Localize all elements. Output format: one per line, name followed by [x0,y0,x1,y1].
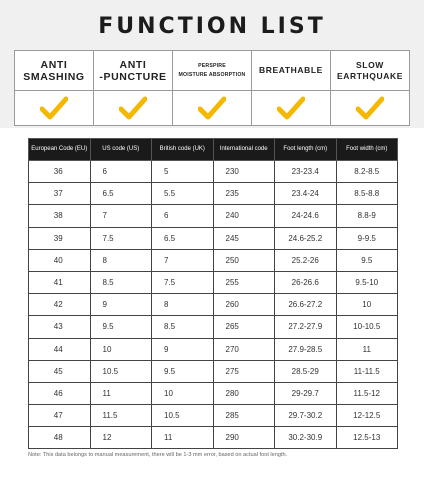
table-cell: 245 [213,227,275,249]
table-cell: 46 [29,382,91,404]
table-cell: 9-9.5 [336,227,398,249]
table-row [29,427,398,449]
feature-check [252,91,330,125]
table-cell: 7 [90,205,152,227]
table-cell: 5.5 [152,183,214,205]
table-cell: 275 [213,360,275,382]
table-cell: 280 [213,382,275,404]
table-cell: 10 [152,382,214,404]
table-cell: 9 [90,294,152,316]
table-cell: 44 [29,338,91,360]
table-cell: 10.5 [90,360,152,382]
table-cell: 24-24.6 [275,205,337,227]
table-row [29,294,398,316]
table-cell: 29.7-30.2 [275,405,337,427]
feature-label: BREATHABLE [252,51,330,91]
table-cell: 9 [152,338,214,360]
table-cell: 8.8-9 [336,205,398,227]
table-row [29,382,398,404]
table-cell: 39 [29,227,91,249]
table-row [29,249,398,271]
table-cell: 9.5 [152,360,214,382]
feature-column [15,51,93,125]
checkmark-icon [198,96,226,120]
table-row [29,227,398,249]
table-cell: 27.9-28.5 [275,338,337,360]
checkmark-icon [40,96,68,120]
feature-check [331,91,409,125]
table-row [29,316,398,338]
table-cell: 11.5-12 [336,382,398,404]
table-cell: 42 [29,294,91,316]
table-cell: 36 [29,161,91,183]
feature-check [15,91,93,125]
table-row [29,360,398,382]
header-international: International code [213,139,275,161]
table-row [29,161,398,183]
table-cell: 270 [213,338,275,360]
table-cell: 8.5 [152,316,214,338]
table-cell: 30.2-30.9 [275,427,337,449]
table-cell: 12 [90,427,152,449]
feature-column [93,51,172,125]
feature-column [330,51,409,125]
checkmark-icon [277,96,305,120]
table-cell: 260 [213,294,275,316]
table-cell: 41 [29,271,91,293]
table-cell: 230 [213,161,275,183]
feature-column [251,51,330,125]
feature-check [173,91,251,125]
table-cell: 6 [90,161,152,183]
table-cell: 11 [90,382,152,404]
table-cell: 8 [90,249,152,271]
header-foot-width: Foot width (cm) [336,139,398,161]
checkmark-icon [356,96,384,120]
table-cell: 6.5 [90,183,152,205]
table-cell: 10 [90,338,152,360]
table-cell: 23-23.4 [275,161,337,183]
table-cell: 7 [152,249,214,271]
table-cell: 9.5 [336,249,398,271]
feature-grid [14,50,410,126]
table-cell: 285 [213,405,275,427]
feature-column [172,51,251,125]
table-cell: 45 [29,360,91,382]
table-cell: 5 [152,161,214,183]
table-cell: 12-12.5 [336,405,398,427]
feature-check [94,91,172,125]
header-uk: British code (UK) [152,139,214,161]
table-cell: 11 [336,338,398,360]
table-cell: 37 [29,183,91,205]
table-cell: 290 [213,427,275,449]
table-cell: 10-10.5 [336,316,398,338]
measurement-note: Note: This data belongs to manual measurement, there will be 1-3 mm error, based on actual foot length. [28,452,288,458]
table-row [29,271,398,293]
table-cell: 8.5 [90,271,152,293]
table-cell: 43 [29,316,91,338]
table-cell: 6 [152,205,214,227]
table-row [29,338,398,360]
table-cell: 28.5-29 [275,360,337,382]
table-cell: 235 [213,183,275,205]
table-cell: 47 [29,405,91,427]
table-cell: 9.5 [90,316,152,338]
table-cell: 7.5 [152,271,214,293]
table-header-row [29,139,398,161]
table-cell: 29-29.7 [275,382,337,404]
table-cell: 27.2-27.9 [275,316,337,338]
table-cell: 8.5-8.8 [336,183,398,205]
table-cell: 26.6-27.2 [275,294,337,316]
function-list-title: FUNCTION LIST [98,14,326,39]
table-cell: 250 [213,249,275,271]
size-chart-table [28,138,398,449]
table-cell: 38 [29,205,91,227]
table-cell: 11 [152,427,214,449]
table-body [29,161,398,449]
table-cell: 48 [29,427,91,449]
table-cell: 255 [213,271,275,293]
feature-label: ANTI SMASHING [15,51,93,91]
table-cell: 25.2-26 [275,249,337,271]
table-cell: 23.4-24 [275,183,337,205]
table-cell: 9.5-10 [336,271,398,293]
table-cell: 11.5 [90,405,152,427]
table-cell: 240 [213,205,275,227]
checkmark-icon [119,96,147,120]
table-cell: 10 [336,294,398,316]
table-row [29,405,398,427]
feature-label: PERSPIRE MOISTURE ABSORPTION [173,51,251,91]
function-list-panel [0,0,424,128]
table-row [29,205,398,227]
header-foot-length: Foot length (cm) [275,139,337,161]
table-cell: 265 [213,316,275,338]
table-cell: 8.2-8.5 [336,161,398,183]
table-cell: 7.5 [90,227,152,249]
table-cell: 6.5 [152,227,214,249]
header-us: US code (US) [90,139,152,161]
table-cell: 8 [152,294,214,316]
table-cell: 26-26.6 [275,271,337,293]
table-cell: 24.6-25.2 [275,227,337,249]
header-eu: European Code (EU) [29,139,91,161]
feature-label: ANTI -PUNCTURE [94,51,172,91]
table-cell: 11-11.5 [336,360,398,382]
table-cell: 40 [29,249,91,271]
table-row [29,183,398,205]
feature-label: SLOW EARTHQUAKE [331,51,409,91]
table-cell: 10.5 [152,405,214,427]
table-cell: 12.5-13 [336,427,398,449]
